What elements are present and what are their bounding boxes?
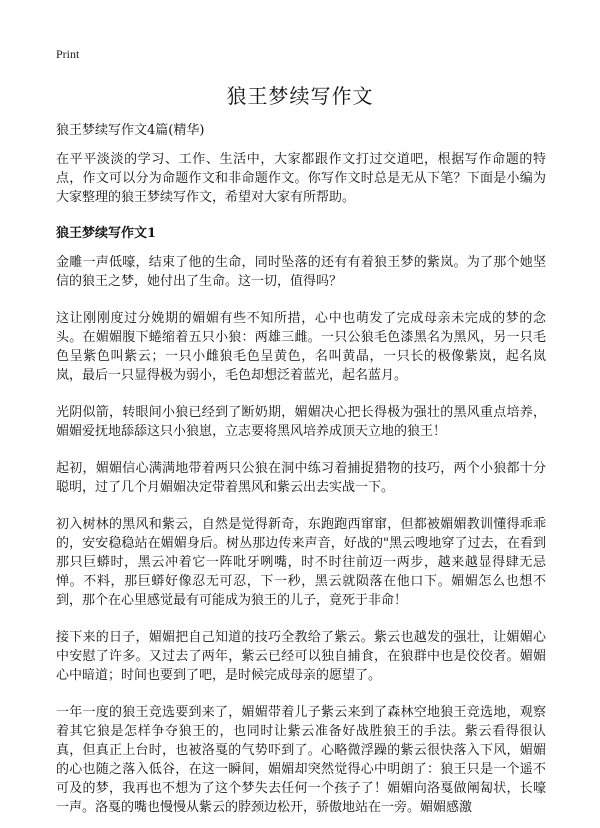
document-subtitle: 狼王梦续写作文4篇(精华) — [56, 123, 205, 138]
print-link[interactable]: Print — [56, 47, 80, 61]
body-paragraph-5: 初入树林的黑风和紫云，自然是觉得新奇，东跑跑西窜窜，但都被媚媚教训懂得乖乖的，安安稳稳站在媚媚身后。树丛那边传来声音，好战的"黑云嗖地穿了过去，在看到那只巨蟒时，黑云冲着它一阵吡牙咧嘴，时不时往前迈一两步，越来越显得肆无忌惮。不料，那巨蟒好像忍无可忍，下一秒，黑云就陨落在他口下。媚媚怎么也想不到，那个在心里感觉最有可能成为狼王的儿子，竟死于非命！ — [56, 517, 546, 608]
body-paragraph-6: 接下来的日子，媚媚把自己知道的技巧全教给了紫云。紫云也越发的强壮，让媚媚心中安慰了许多。又过去了两年，紫云已经可以独自捕食，在狼群中也是佼佼者。媚媚心中暗道；时间也要到了吧，是时候完成母亲的愿望了。 — [56, 630, 546, 683]
body-paragraph-4: 起初，媚媚信心满满地带着两只公狼在洞中练习着捕捉猎物的技巧，两个小狼都十分聪明，过了几个月媚媚决定带着黑风和紫云出去实战一下。 — [56, 461, 546, 495]
body-paragraph-2: 这让刚刚度过分娩期的媚媚有些不知所措，心中也萌发了完成母亲未完成的梦的念头。在媚媚腹下蜷缩着五只小狼：两雄三雌。一只公狼毛色漆黑名为黑风，另一只毛色呈紫色叫紫云；一只小雌狼毛色呈黄色，名叫黄晶，一只长的极像紫岚，起名岚岚，最后一只显得极为弱小，毛色却想泛着蓝光，起名蓝月。 — [56, 311, 546, 383]
body-paragraph-7: 一年一度的狼王竞选要到来了，媚媚带着儿子紫云来到了森林空地狼王竞选地，观察着其它狼是怎样争夺狼王的，也同时让紫云准备好战胜狼王的手法。紫云看得很认真，但真正上台时，也被洛戛的气势吓到了。心略微浮躁的紫云很快落入下风，媚媚的心也随之落入低谷，在这一瞬间，媚媚却突然觉得心中明朗了：狼王只是一个遥不可及的梦，我再也不想为了这个梦失去任何一个孩子了！媚媚向洛戛做阐匐状，长嚎一声。洛戛的嘴也慢慢从紫云的脖颈边松开，骄傲地站在一旁。媚媚感激 — [56, 705, 546, 815]
document-title: 狼王梦续写作文 — [226, 84, 374, 108]
intro-paragraph: 在平平淡淡的学习、工作、生活中，大家都跟作文打过交道吧，根据写作命题的特点，作文可以分为命题作文和非命题作文。你写作文时总是无从下笔？下面是小编为大家整理的狼王梦续写作文，希望对大家有所帮助。 — [56, 152, 546, 205]
body-paragraph-3: 光阴似箭，转眼间小狼已经到了断奶期，媚媚决心把长得极为强壮的黑风重点培养，媚媚爱抚地舔舔这只小狼崽，立志要将黑风培养成顶天立地的狼王！ — [56, 405, 546, 439]
section-heading: 狼王梦续写作文1 — [56, 226, 157, 241]
body-paragraph-1: 金雕一声低嚎，结束了他的生命，同时坠落的还有有着狼王梦的紫岚。为了那个她坚信的狼王之梦，她付出了生命。这一切，值得吗？ — [56, 255, 546, 289]
document-body — [56, 122, 546, 828]
